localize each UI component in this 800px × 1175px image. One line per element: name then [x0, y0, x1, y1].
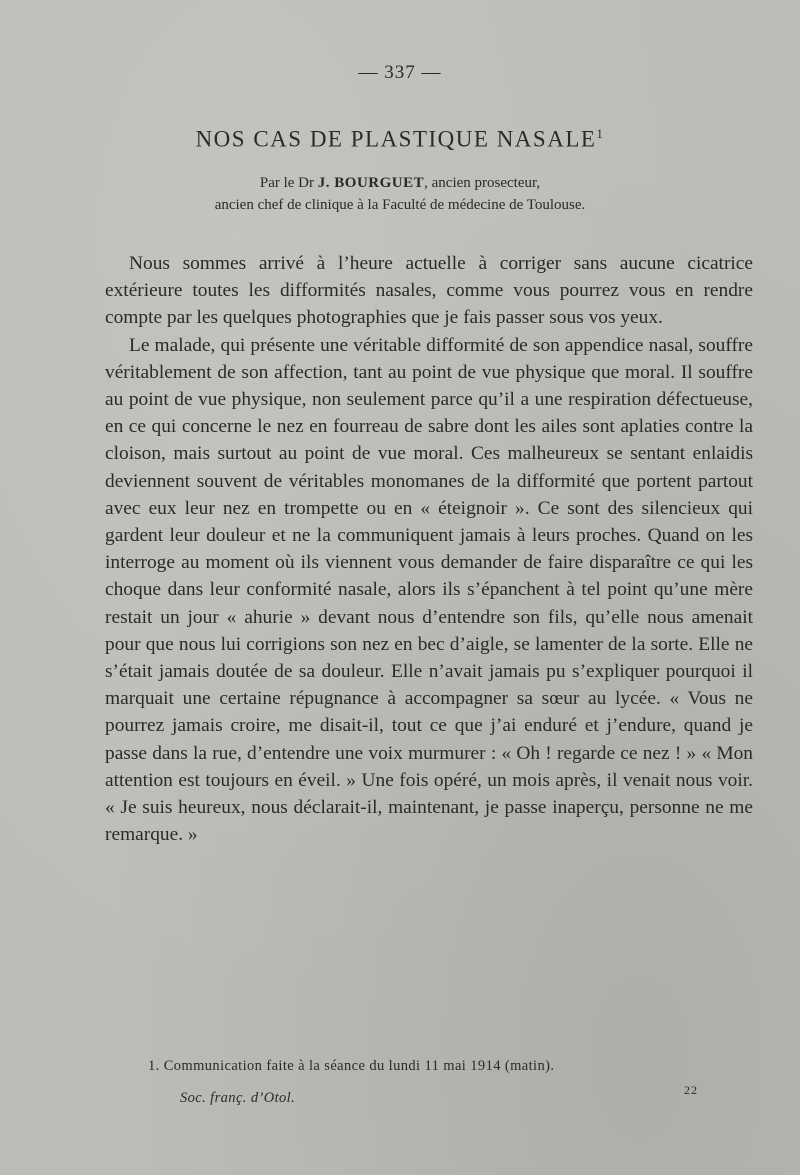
footnote: 1. Communication faite à la séance du lundi 11 mai 1914 (matin).: [148, 1058, 555, 1074]
byline: [0, 172, 800, 216]
signature-mark: 22: [684, 1083, 698, 1097]
byline-line-1: [0, 172, 800, 194]
paragraph-2: Le malade, qui présente une véritable difformité de son appendice nasal, souffre véritablement de son affection, tant au point de vue physique que moral. Il souffre au point de vue physique, non seulement parce qu’il a une respiration défectueuse, en ce qui concerne le nez en fourreau de sabre dont les ailes sont aplaties contre la cloison, mais surtout au point de vue moral. Ces malheureux se sentant enlaidis deviennent souvent de véritables monomanes de la difformité que portent partout avec eux leur nez en trompette ou en « éteignoir ». Ce sont des silencieux qui gardent leur douleur et ne la communiquent jamais à leurs proches. Quand on les interroge au moment où ils viennent vous demander de faire disparaître ce qui les choque dans leur conformité nasale, alors ils s’épanchent à tel point qu’une mère restait un jour « ahurie » devant nous d’entendre son fils, qu’elle nous amenait pour que nous lui corrigions son nez en bec d’aigle, se lamenter de la sorte. Elle ne s’était jamais doutée de sa douleur. Elle n’avait jamais pu s’expliquer pourquoi il marquait une certaine répugnance à accompagner sa sœur au lycée. « Vous ne pourrez jamais croire, me disait-il, tout ce que j’ai enduré et j’endure, quand je passe dans la rue, d’entendre une voix murmurer : « Oh ! regarde ce nez ! » « Mon attention est toujours en éveil. » Une fois opéré, un mois après, il venait nous voir. « Je suis heureux, nous déclarait-il, maintenant, je passe inaperçu, personne ne me remarque. »: [105, 334, 753, 846]
paragraph-1: Nous sommes arrivé à l’heure actuelle à corriger sans aucune cicatrice extérieure toutes les difformités nasales, comme vous pourrez vous en rendre compte par les quelques photographies que je fais passer sous vos yeux.: [105, 253, 753, 329]
article-title: [0, 126, 800, 153]
byline-prefix: Par le Dr: [259, 175, 315, 191]
page-number: — 337 —: [358, 62, 442, 83]
title-footnote-mark: 1: [596, 126, 605, 141]
journal-footer: Soc. franç. d’Otol.: [180, 1090, 296, 1106]
author-name: J. BOURGUET: [317, 175, 425, 191]
article-title-text: NOS CAS DE PLASTIQUE NASALE: [195, 126, 597, 152]
byline-line-2: ancien chef de clinique à la Faculté de médecine de Toulouse.: [214, 197, 586, 213]
article-body: [105, 250, 753, 848]
byline-rest: , ancien prosecteur,: [424, 175, 541, 191]
